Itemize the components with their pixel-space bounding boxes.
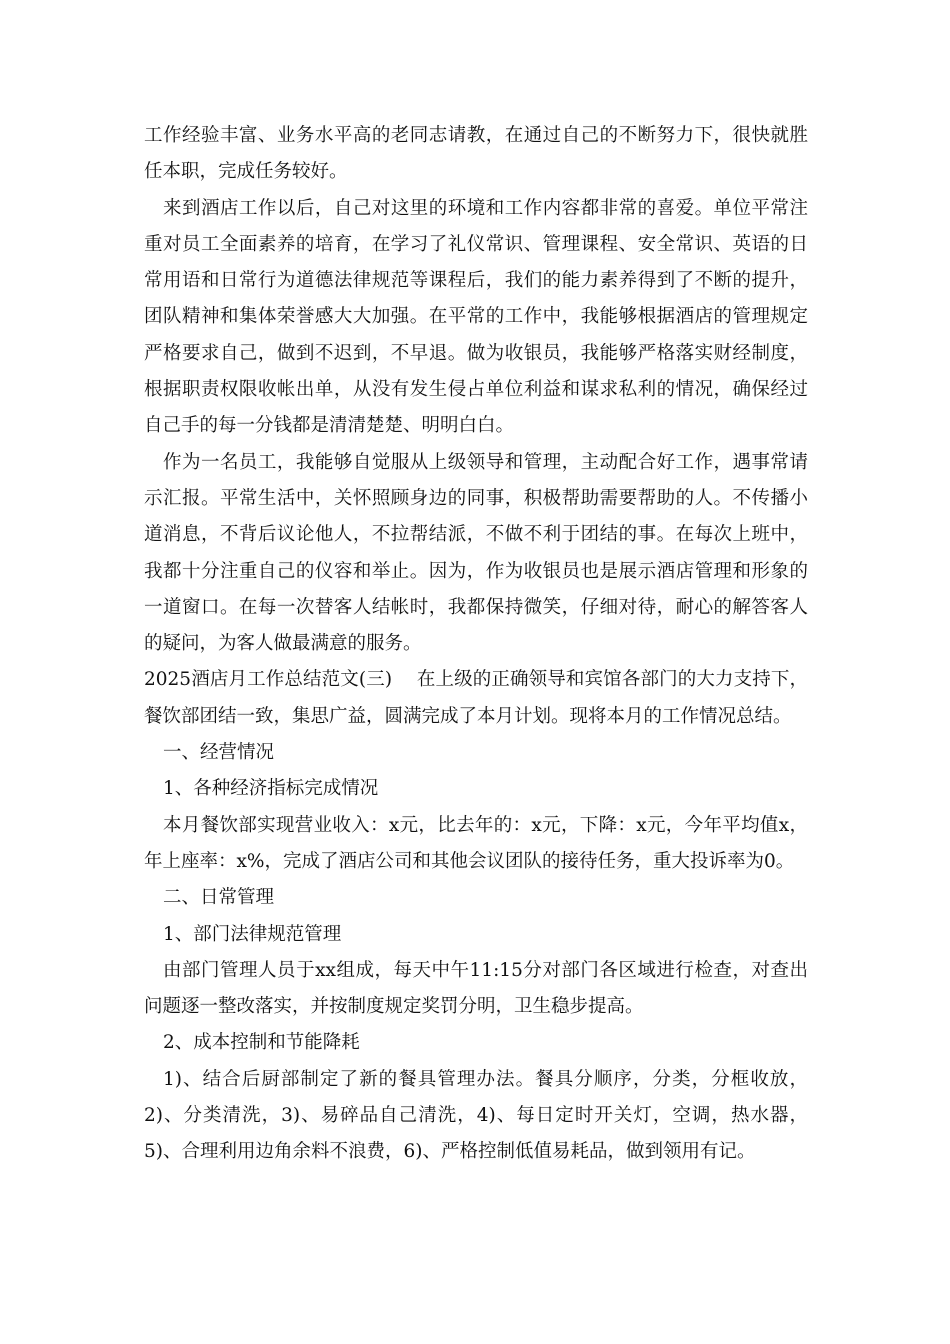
subsection-heading-legal-management: 1、部门法律规范管理 xyxy=(163,923,342,945)
paragraph-p12: 1)、结合后厨部制定了新的餐具管理办法。餐具分顺序，分类，分框收放，2)、分类清洗，3)、易碎品自己清洗，4)、每日定时开关灯，空调，热水器，5)、合理利用边角余料不浪费，6)、严格控制低值易耗品，做到领用有记。 xyxy=(144,1068,808,1163)
paragraph-p10: 由部门管理人员于xx组成，每天中午11:15分对部门各区域进行检查，对查出问题逐一整改落实，并按制度规定奖罚分明，卫生稳步提高。 xyxy=(144,959,808,1018)
section-heading-operations: 一、经营情况 xyxy=(163,742,275,764)
paragraph-p2: 来到酒店工作以后，自己对这里的环境和工作内容都非常的喜爱。单位平常注重对员工全面素养的培育，在学习了礼仪常识、管理课程、安全常识、英语的日常用语和日常行为道德法律规范等课程后，我们的能力素养得到了不断的提升，团队精神和集体荣誉感大大加强。在平常的工作中，我能够根据酒店的管理规定严格要求自己，做到不迟到，不早退。做为收银员，我能够严格落实财经制度，根据职责权限收帐出单，从没有发生侵占单位利益和谋求私利的情况，确保经过自己手的每一分钱都是清清楚楚、明明白白。 xyxy=(144,197,808,437)
document-body xyxy=(144,118,808,1171)
paragraph-p7: 本月餐饮部实现营业收入：x元，比去年的：x元，下降：x元，今年平均值x，年上座率：x%，完成了酒店公司和其他会议团队的接待任务，重大投诉率为0。 xyxy=(144,814,808,872)
subsection-heading-cost-control: 2、成本控制和节能降耗 xyxy=(163,1032,360,1054)
paragraph-p1: 工作经验丰富、业务水平高的老同志请教，在通过自己的不断努力下，很快就胜任本职，完成任务较好。 xyxy=(144,125,808,183)
section-heading-daily-management: 二、日常管理 xyxy=(163,887,275,909)
subsection-heading-indicators: 1、各种经济指标完成情况 xyxy=(163,778,379,800)
paragraph-p3: 作为一名员工，我能够自觉服从上级领导和管理，主动配合好工作，遇事常请示汇报。平常生活中，关怀照顾身边的同事，积极帮助需要帮助的人。不传播小道消息，不背后议论他人，不拉帮结派，不做不利于团结的事。在每次上班中，我都十分注重自己的仪容和举止。因为，作为收银员也是展示酒店管理和形象的一道窗口。在每一次替客人结帐时，我都保持微笑，仔细对待，耐心的解答客人的疑问，为客人做最满意的服务。 xyxy=(144,451,808,655)
paragraph-p4: 2025酒店月工作总结范文(三) 在上级的正确领导和宾馆各部门的大力支持下，餐饮部团结一致，集思广益，圆满完成了本月计划。现将本月的工作情况总结。 xyxy=(144,669,808,727)
